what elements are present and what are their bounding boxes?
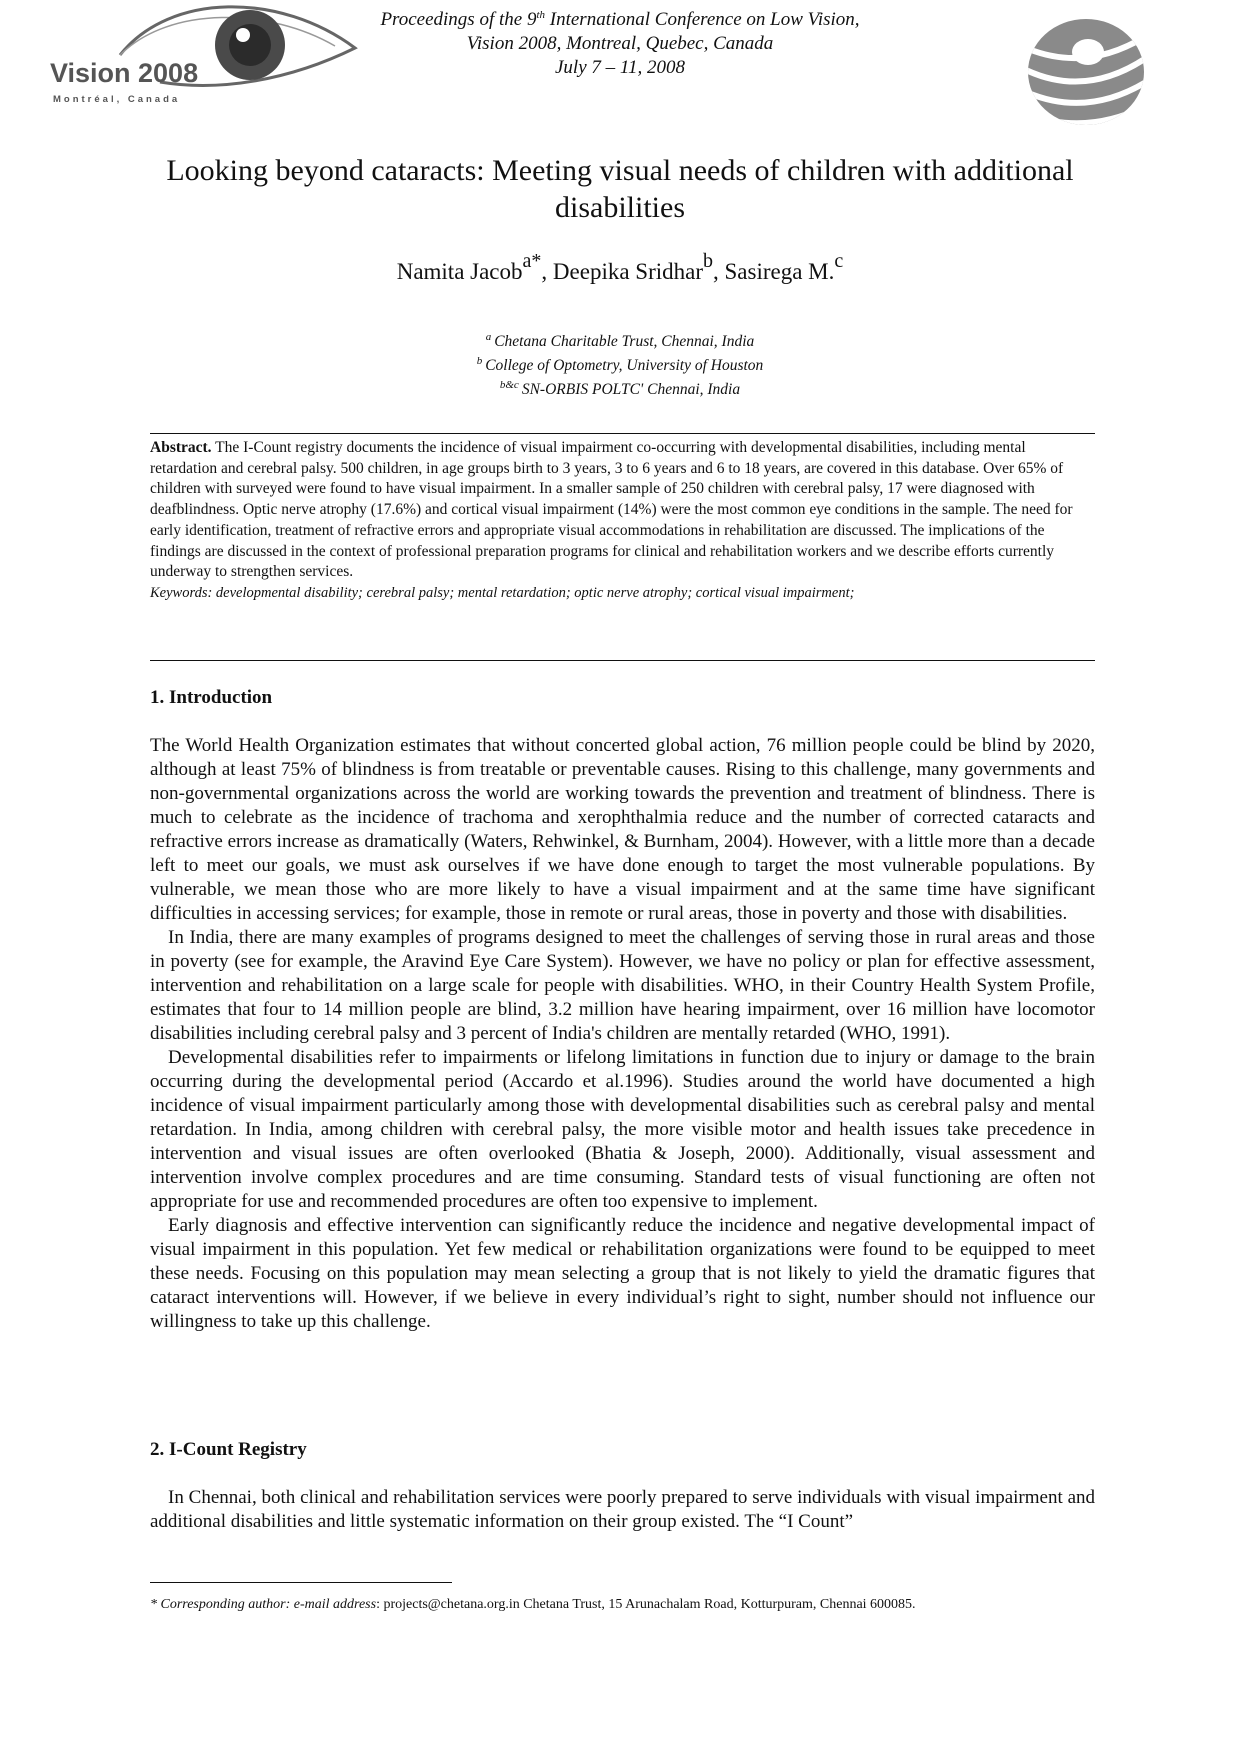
affiliation-text: Chetana Charitable Trust, Chennai, India	[494, 333, 755, 350]
proceedings-line2: Vision 2008, Montreal, Quebec, Canada	[466, 33, 774, 54]
abstract-bottom-rule	[150, 660, 1095, 661]
author-sup: a*	[522, 250, 542, 272]
paragraph: Developmental disabilities refer to impairments or lifelong limitations in function due to injury or damage to the brain occurring during the developmental period (Accardo et al.1996). Studies around the world have documented a high incidence of visual impairment particularly among those with developmental disabilities such as cerebral palsy and mental retardation. In India, among children with cerebral palsy, the more visible motor and health issues take precedence in intervention and visual issues are often overlooked (Bhatia & Joseph, 2000). Additionally, visual assessment and intervention involve complex procedures and are time consuming. Standard tests of visual functioning are often not appropriate for use and recommended procedures are often too expensive to implement.	[150, 1047, 1095, 1212]
paragraph: In India, there are many examples of programs designed to meet the challenges of serving those in rural areas and those in poverty (see for example, the Aravind Eye Care System). However, we have no policy or plan for effective assessment, intervention and rehabilitation on a large scale for people with disabilities. WHO, in their Country Health System Profile, estimates that four to 14 million people are blind, 3.2 million have hearing impairment, over 16 million have locomotor disabilities including cerebral palsy and 3 percent of India's children are mentally retarded (WHO, 1991).	[150, 927, 1095, 1044]
affiliation-sup: b&c	[499, 379, 519, 391]
abstract-text: The I-Count registry documents the incidence of visual impairment co-occurring with developmental disabilities, including mental retardation and cerebral palsy. 500 children, in age groups birth to 3 years, 3 to 6 years and 6 to 18 years, are covered in this database. Over 65% of children with surveyed were found to have visual impairment. In a smaller sample of 250 children with cerebral palsy, 17 were diagnosed with deafblindness. Optic nerve atrophy (17.6%) and cortical visual impairment (14%) were the most common eye conditions in the sample. The need for early identification, treatment of refractive errors and appropriate visual accommodations in rehabilitation are discussed. The implications of the findings are discussed in the context of professional preparation programs for clinical and rehabilitation workers and we describe efforts currently underway to strengthen services.	[150, 439, 1073, 581]
author-list	[150, 250, 1090, 286]
abstract-label: Abstract.	[150, 439, 212, 456]
paragraph: The World Health Organization estimates that without concerted global action, 76 million people could be blind by 2020, although at least 75% of blindness is from treatable or preventable causes. Rising to this challenge, many governments and non-governmental organizations across the world are working towards the prevention and treatment of blindness. There is much to celebrate as the incidence of trachoma and xerophthalmia reduce and the number of corrected cataracts and refractive errors increase as dramatically (Waters, Rehwinkel, & Burnham, 2004). However, with a little more than a decade left to meet our goals, we must ask ourselves if we have done enough to target the most vulnerable populations. By vulnerable, we mean those who are more likely to have a visual impairment and at the same time have significant difficulties in accessing services; for example, those in remote or rural areas, those in poverty and those with disabilities.	[150, 735, 1095, 924]
footnote-label: * Corresponding author: e-mail address	[150, 1597, 377, 1612]
affiliation-sup: b	[476, 355, 483, 367]
affiliation-line	[300, 378, 940, 402]
author-name: Namita Jacob	[396, 259, 523, 284]
author-name: , Deepika Sridhar	[541, 259, 704, 284]
affiliation-text: College of Optometry, University of Houston	[485, 357, 764, 374]
paragraph: Early diagnosis and effective intervention can significantly reduce the incidence and negative developmental impact of visual impairment in this population. Yet few medical or rehabilitation organizations were found to be equipped to meet these needs. Focusing on this population may mean selecting a group that is not likely to yield the dramatic figures that cataract interventions will. However, if we believe in every individual’s right to sight, number should not influence our willingness to take up this challenge.	[150, 1215, 1095, 1332]
affiliation-sup: a	[485, 331, 492, 343]
keywords: Keywords: developmental disability; cerebral palsy; mental retardation; optic nerve atrophy; cortical visual impairment;	[150, 584, 855, 601]
paragraph: In Chennai, both clinical and rehabilitation services were poorly prepared to serve individuals with visual impairment and additional disabilities and little systematic information on their group existed. The “I Count”	[150, 1487, 1095, 1532]
icount-body	[150, 1486, 1095, 1534]
logo-subtext: Montréal, Canada	[53, 94, 181, 105]
abstract-block	[150, 438, 1095, 604]
abstract-top-rule	[150, 433, 1095, 434]
affiliations	[300, 330, 940, 402]
proceedings-line1-post: International Conference on Low Vision,	[545, 9, 860, 30]
proceedings-line3: July 7 – 11, 2008	[555, 57, 685, 78]
proceedings-header	[380, 8, 860, 80]
paper-title: Looking beyond cataracts: Meeting visual needs of children with additional disabilities	[166, 154, 1074, 224]
conference-globe-logo	[1026, 18, 1146, 126]
introduction-body	[150, 734, 1095, 1334]
author-sup: c	[834, 250, 844, 272]
footnote-rule	[150, 1582, 452, 1583]
logo-text: Vision 2008	[50, 58, 199, 88]
footnote-text: : projects@chetana.org.in Chetana Trust, 15 Arunachalam Road, Kotturpuram, Chennai 600085.	[376, 1597, 916, 1612]
author-sup: b	[703, 250, 714, 272]
author-name: , Sasiregа M.	[713, 259, 835, 284]
vision-2008-logo	[50, 0, 370, 112]
section-heading-introduction: 1. Introduction	[150, 687, 273, 708]
affiliation-text: SN-ORBIS POLTC' Chennai, India	[521, 381, 741, 398]
proceedings-line1-sup: th	[536, 9, 546, 21]
affiliation-line	[300, 354, 940, 378]
proceedings-line1-pre: Proceedings of the 9	[380, 9, 537, 30]
section-heading-icount-registry: 2. I-Count Registry	[150, 1439, 307, 1460]
footnote	[150, 1596, 1095, 1614]
affiliation-line	[300, 330, 940, 354]
